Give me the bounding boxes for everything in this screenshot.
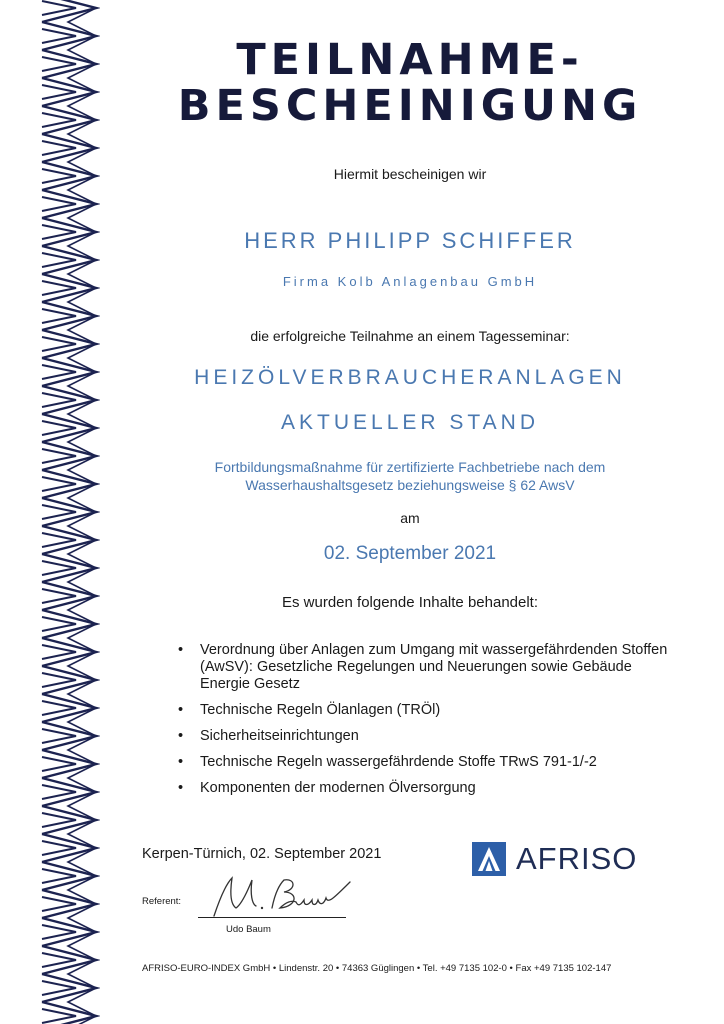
list-item: • Verordnung über Anlagen zum Umgang mit wassergefährdenden Stoffen (AwSV): Gesetzliche Regelungen und Neuerungen sowie Gebäude Energie Gesetz: [176, 642, 676, 693]
intro-text: Hiermit bescheinigen wir: [333, 166, 487, 182]
participant-name: HERR PHILIPP SCHIFFER: [244, 228, 576, 253]
participation-text: die erfolgreiche Teilnahme an einem Tagesseminar:: [250, 328, 570, 344]
certificate-title-line1: TEILNAHME-: [236, 35, 584, 85]
list-item: • Komponenten der modernen Ölversorgung: [176, 780, 676, 797]
referent-name: Udo Baum: [226, 924, 271, 935]
seminar-date: 02. September 2021: [323, 543, 497, 564]
signature-line: [198, 917, 346, 918]
place-date: Kerpen-Türnich, 02. September 2021: [142, 846, 382, 862]
list-item: • Sicherheitseinrichtungen: [176, 728, 676, 745]
date-prefix: am: [400, 510, 420, 526]
company-name: Firma Kolb Anlagenbau GmbH: [282, 274, 538, 289]
seminar-title-line2: AKTUELLER STAND: [281, 411, 539, 434]
company-footer: AFRISO-EURO-INDEX GmbH • Lindenstr. 20 • 74363 Güglingen • Tel. +49 7135 102-0 • Fax +49 7135 102-147: [142, 963, 612, 974]
training-note-line1: Fortbildungsmaßnahme für zertifizierte Fachbetriebe nach dem: [214, 459, 606, 475]
list-item: • Technische Regeln wassergefährdende Stoffe TRwS 791-1/-2: [176, 754, 676, 771]
signature: [200, 868, 360, 924]
contents-heading: Es wurden folgende Inhalte behandelt:: [281, 594, 539, 611]
training-note: [110, 458, 710, 494]
training-note-line2: Wasserhaushaltsgesetz beziehungsweise § 62 AwsV: [245, 477, 575, 493]
referent-label: Referent:: [142, 896, 182, 907]
triangle-logo-icon: [472, 842, 506, 876]
seminar-title-line1: HEIZÖLVERBRAUCHERANLAGEN: [194, 366, 626, 389]
afriso-logo: [472, 842, 662, 876]
logo-text: AFRISO: [516, 841, 638, 876]
list-item: • Technische Regeln Ölanlagen (TRÖl): [176, 702, 676, 719]
topics-list: [176, 642, 676, 806]
certificate-title-line2: BESCHEINIGUNG: [177, 81, 643, 131]
decorative-border: [38, 0, 100, 1024]
